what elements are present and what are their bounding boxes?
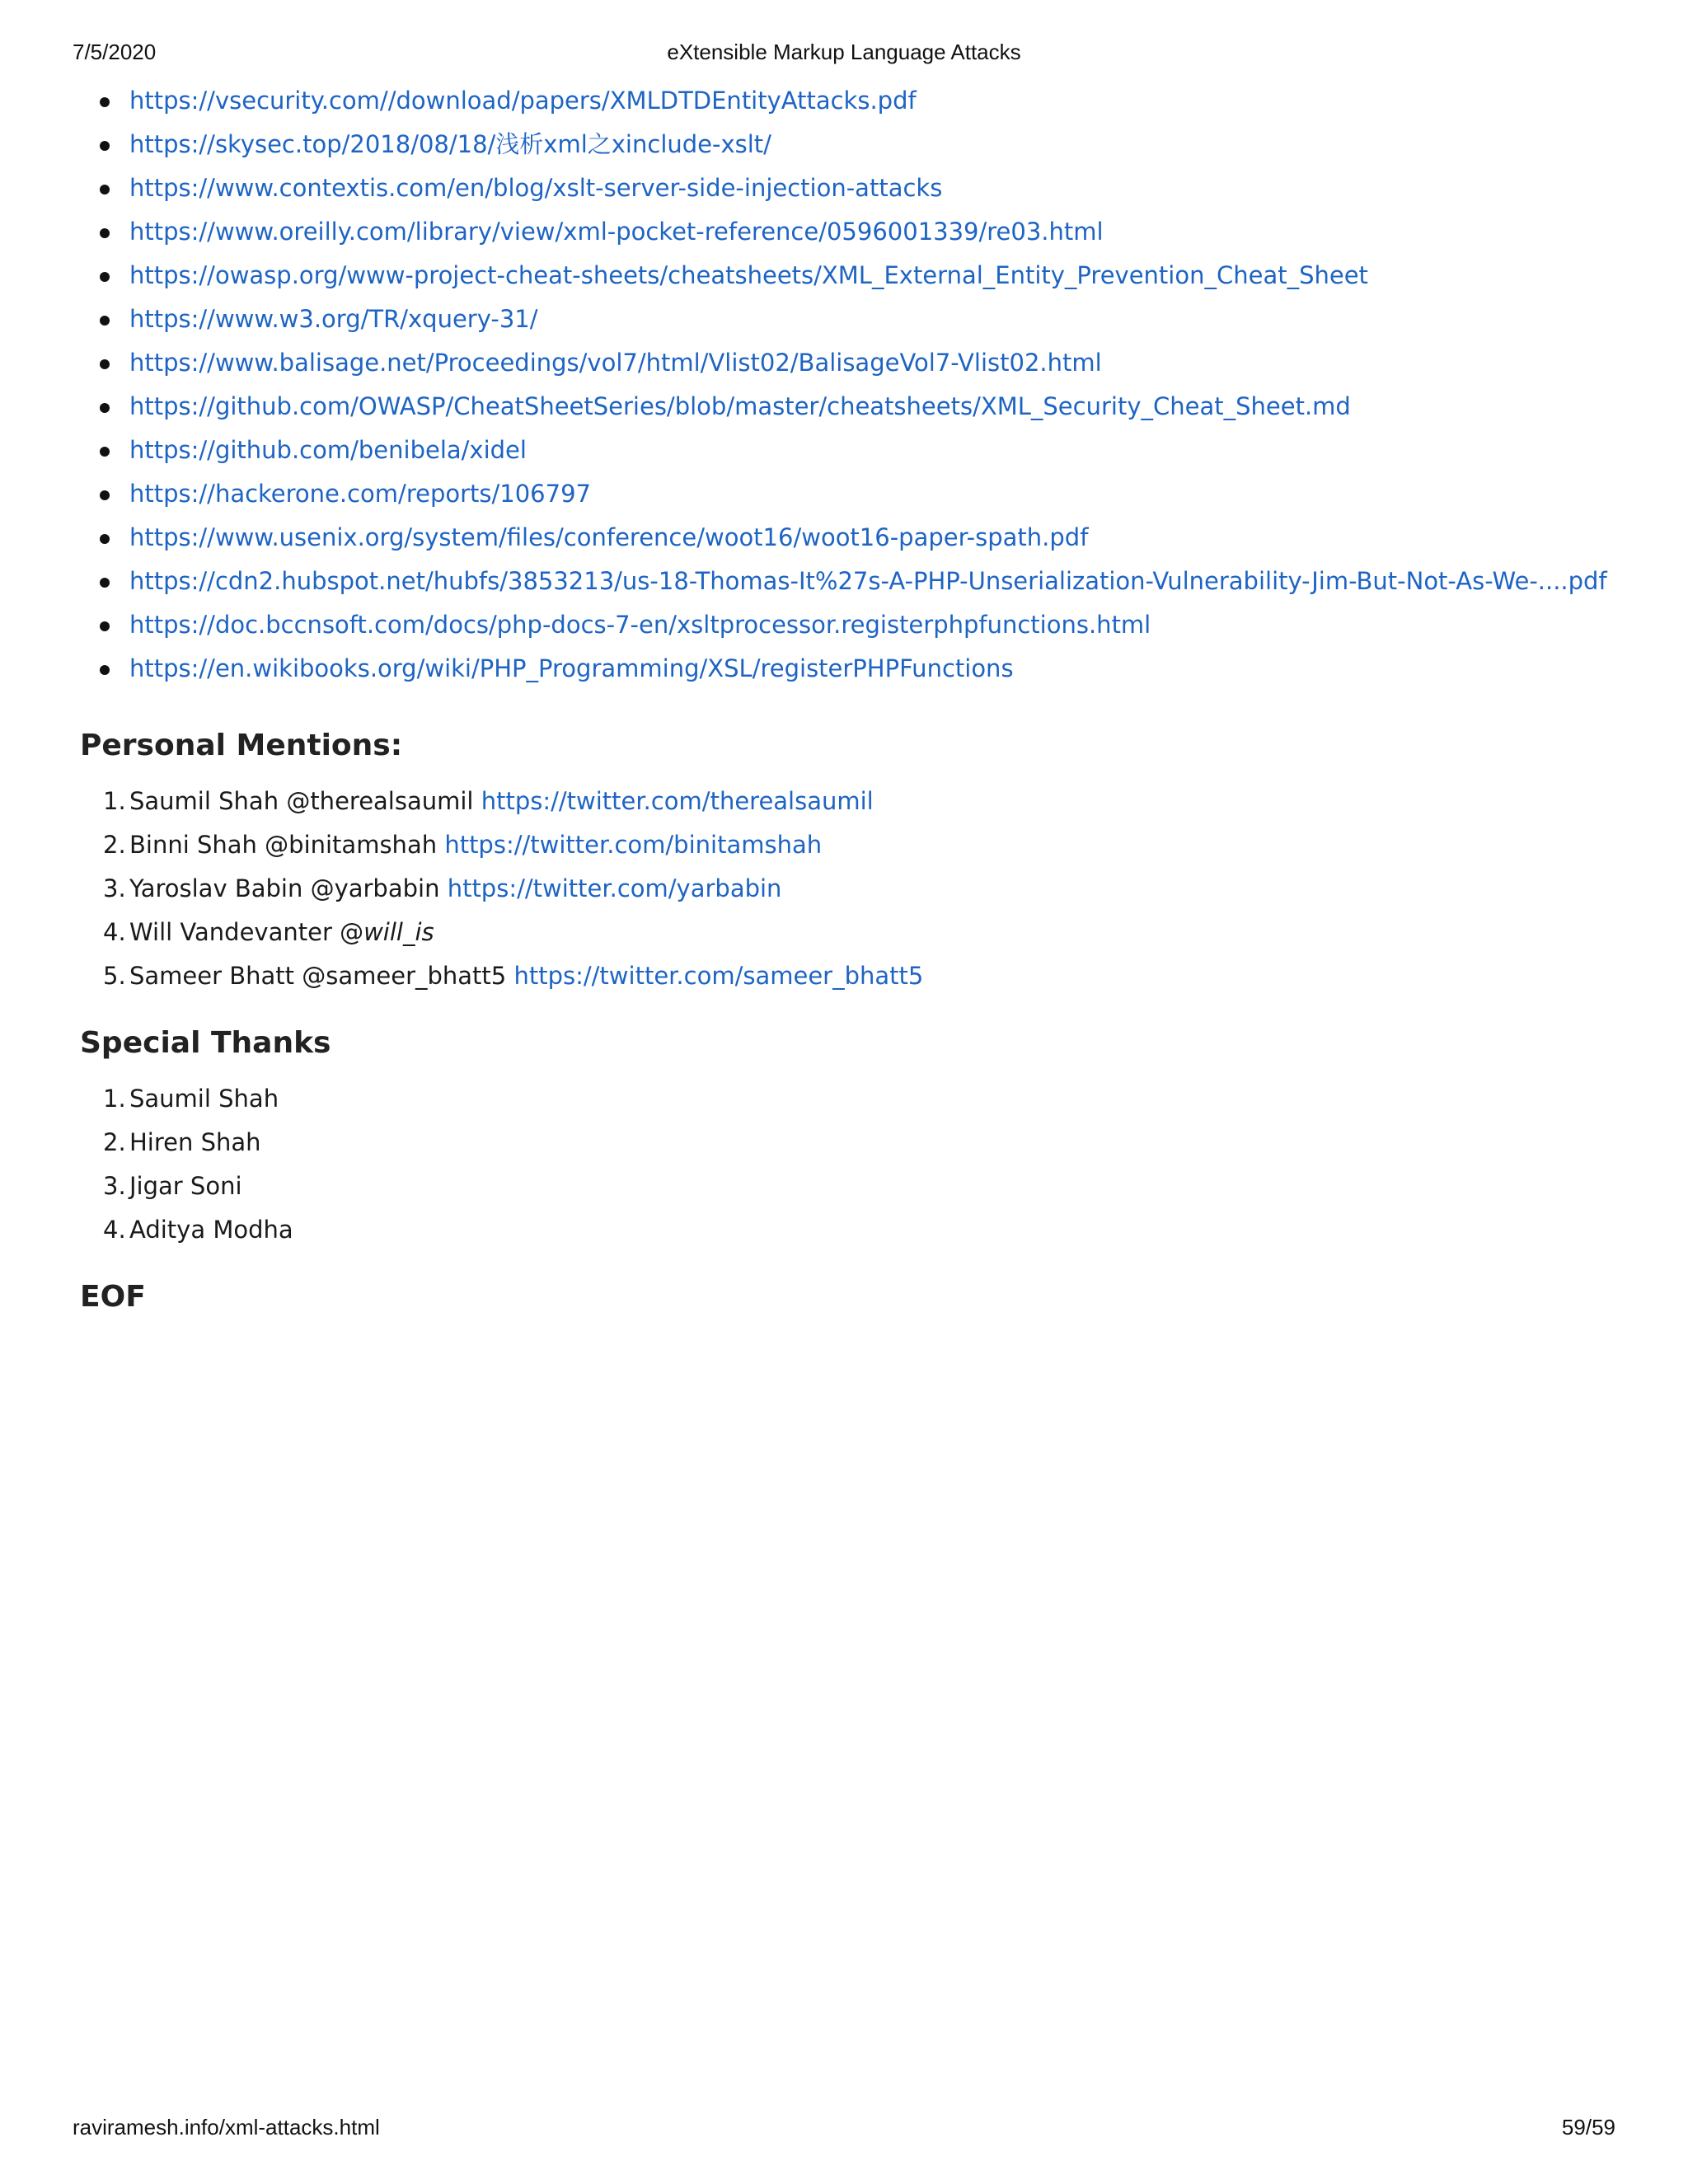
page-content <box>80 79 1646 1318</box>
mention-item <box>80 867 1646 911</box>
bullet-icon <box>100 97 110 107</box>
thanks-name: Aditya Modha <box>129 1216 293 1244</box>
thanks-name: Jigar Soni <box>129 1172 242 1200</box>
bullet-icon <box>100 447 110 457</box>
list-number: 3. <box>103 874 126 902</box>
reference-item <box>80 429 1646 472</box>
thanks-name: Saumil Shah <box>129 1085 279 1113</box>
page-footer <box>73 2115 1615 2143</box>
reference-link[interactable]: https://vsecurity.com//download/papers/XMLDTDEntityAttacks.pdf <box>129 87 917 115</box>
reference-list <box>80 79 1646 691</box>
mention-name: Binni Shah <box>129 831 257 859</box>
thanks-item <box>80 1208 1646 1252</box>
mention-handle: @therealsaumil <box>286 787 474 815</box>
list-number: 4. <box>103 1216 126 1244</box>
mention-twitter-link[interactable]: https://twitter.com/yarbabin <box>447 874 782 902</box>
page-number: 59/59 <box>1561 2115 1615 2139</box>
reference-link[interactable]: https://www.contextis.com/en/blog/xslt-server-side-injection-attacks <box>129 174 943 202</box>
mention-handle: @yarbabin <box>310 874 440 902</box>
thanks-item <box>80 1077 1646 1121</box>
reference-item <box>80 341 1646 385</box>
reference-link[interactable]: https://www.oreilly.com/library/view/xml-pocket-reference/0596001339/re03.html <box>129 218 1104 246</box>
bullet-icon <box>100 228 110 238</box>
reference-item <box>80 647 1646 691</box>
mention-handle: @sameer_bhatt5 <box>302 962 507 990</box>
reference-item <box>80 603 1646 647</box>
reference-item <box>80 560 1646 603</box>
mention-name: Yaroslav Babin <box>129 874 303 902</box>
list-number: 5. <box>103 962 126 990</box>
mention-handle-italic: will_is <box>363 918 434 946</box>
mention-twitter-link[interactable]: https://twitter.com/sameer_bhatt5 <box>513 962 924 990</box>
mention-name: Saumil Shah <box>129 787 279 815</box>
bullet-icon <box>100 316 110 326</box>
mention-twitter-link[interactable]: https://twitter.com/therealsaumil <box>481 787 874 815</box>
thanks-item <box>80 1165 1646 1208</box>
reference-link[interactable]: https://www.w3.org/TR/xquery-31/ <box>129 305 538 333</box>
thanks-name: Hiren Shah <box>129 1128 261 1156</box>
mention-handle: @binitamshah <box>265 831 438 859</box>
reference-item <box>80 516 1646 560</box>
mention-item <box>80 954 1646 998</box>
mention-item <box>80 911 1646 954</box>
print-date: 7/5/2020 <box>73 40 157 64</box>
reference-item <box>80 79 1646 123</box>
mention-item <box>80 823 1646 867</box>
reference-link[interactable]: https://github.com/OWASP/CheatSheetSeries/blob/master/cheatsheets/XML_Security_Cheat_Sheet.md <box>129 392 1351 420</box>
reference-link[interactable]: https://doc.bccnsoft.com/docs/php-docs-7-en/xsltprocessor.registerphpfunctions.html <box>129 611 1151 639</box>
bullet-icon <box>100 665 110 675</box>
personal-mentions-list <box>80 780 1646 998</box>
list-number: 2. <box>103 831 126 859</box>
bullet-icon <box>100 621 110 631</box>
bullet-icon <box>100 490 110 500</box>
reference-link[interactable]: https://skysec.top/2018/08/18/浅析xml之xinclude-xslt/ <box>129 130 771 158</box>
bullet-icon <box>100 403 110 413</box>
reference-link[interactable]: https://www.usenix.org/system/files/conference/woot16/woot16-paper-spath.pdf <box>129 523 1089 551</box>
reference-item <box>80 472 1646 516</box>
bullet-icon <box>100 141 110 151</box>
mention-handle <box>340 918 434 946</box>
list-number: 4. <box>103 918 126 946</box>
special-thanks-heading: Special Thanks <box>80 1026 331 1060</box>
reference-item <box>80 298 1646 341</box>
reference-item <box>80 210 1646 254</box>
bullet-icon <box>100 534 110 544</box>
mention-handle-prefix: @ <box>340 918 364 946</box>
thanks-item <box>80 1121 1646 1165</box>
reference-link[interactable]: https://cdn2.hubspot.net/hubfs/3853213/us-18-Thomas-It%27s-A-PHP-Unserialization-Vulnerability-Jim-But-Not-As-We-....pdf <box>129 567 1607 595</box>
list-number: 2. <box>103 1128 126 1156</box>
bullet-icon <box>100 359 110 369</box>
list-number: 1. <box>103 1085 126 1113</box>
mention-name: Will Vandevanter <box>129 918 332 946</box>
page-header <box>73 40 1615 68</box>
eof-heading: EOF <box>80 1280 146 1314</box>
personal-mentions-heading: Personal Mentions: <box>80 729 403 762</box>
list-number: 3. <box>103 1172 126 1200</box>
reference-link[interactable]: https://github.com/benibela/xidel <box>129 436 527 464</box>
reference-link[interactable]: https://www.balisage.net/Proceedings/vol7/html/Vlist02/BalisageVol7-Vlist02.html <box>129 349 1102 377</box>
mention-item <box>80 780 1646 823</box>
mention-name: Sameer Bhatt <box>129 962 295 990</box>
special-thanks-list <box>80 1077 1646 1252</box>
bullet-icon <box>100 185 110 194</box>
reference-link[interactable]: https://hackerone.com/reports/106797 <box>129 480 591 508</box>
reference-item <box>80 123 1646 166</box>
bullet-icon <box>100 578 110 588</box>
reference-item <box>80 385 1646 429</box>
reference-item <box>80 254 1646 298</box>
reference-link[interactable]: https://owasp.org/www-project-cheat-sheets/cheatsheets/XML_External_Entity_Prevention_Cheat_Sheet <box>129 261 1368 289</box>
page-url: raviramesh.info/xml-attacks.html <box>73 2115 380 2139</box>
mention-twitter-link[interactable]: https://twitter.com/binitamshah <box>444 831 823 859</box>
bullet-icon <box>100 272 110 282</box>
reference-link[interactable]: https://en.wikibooks.org/wiki/PHP_Programming/XSL/registerPHPFunctions <box>129 654 1014 682</box>
document-title: eXtensible Markup Language Attacks <box>667 40 1021 64</box>
reference-item <box>80 166 1646 210</box>
list-number: 1. <box>103 787 126 815</box>
